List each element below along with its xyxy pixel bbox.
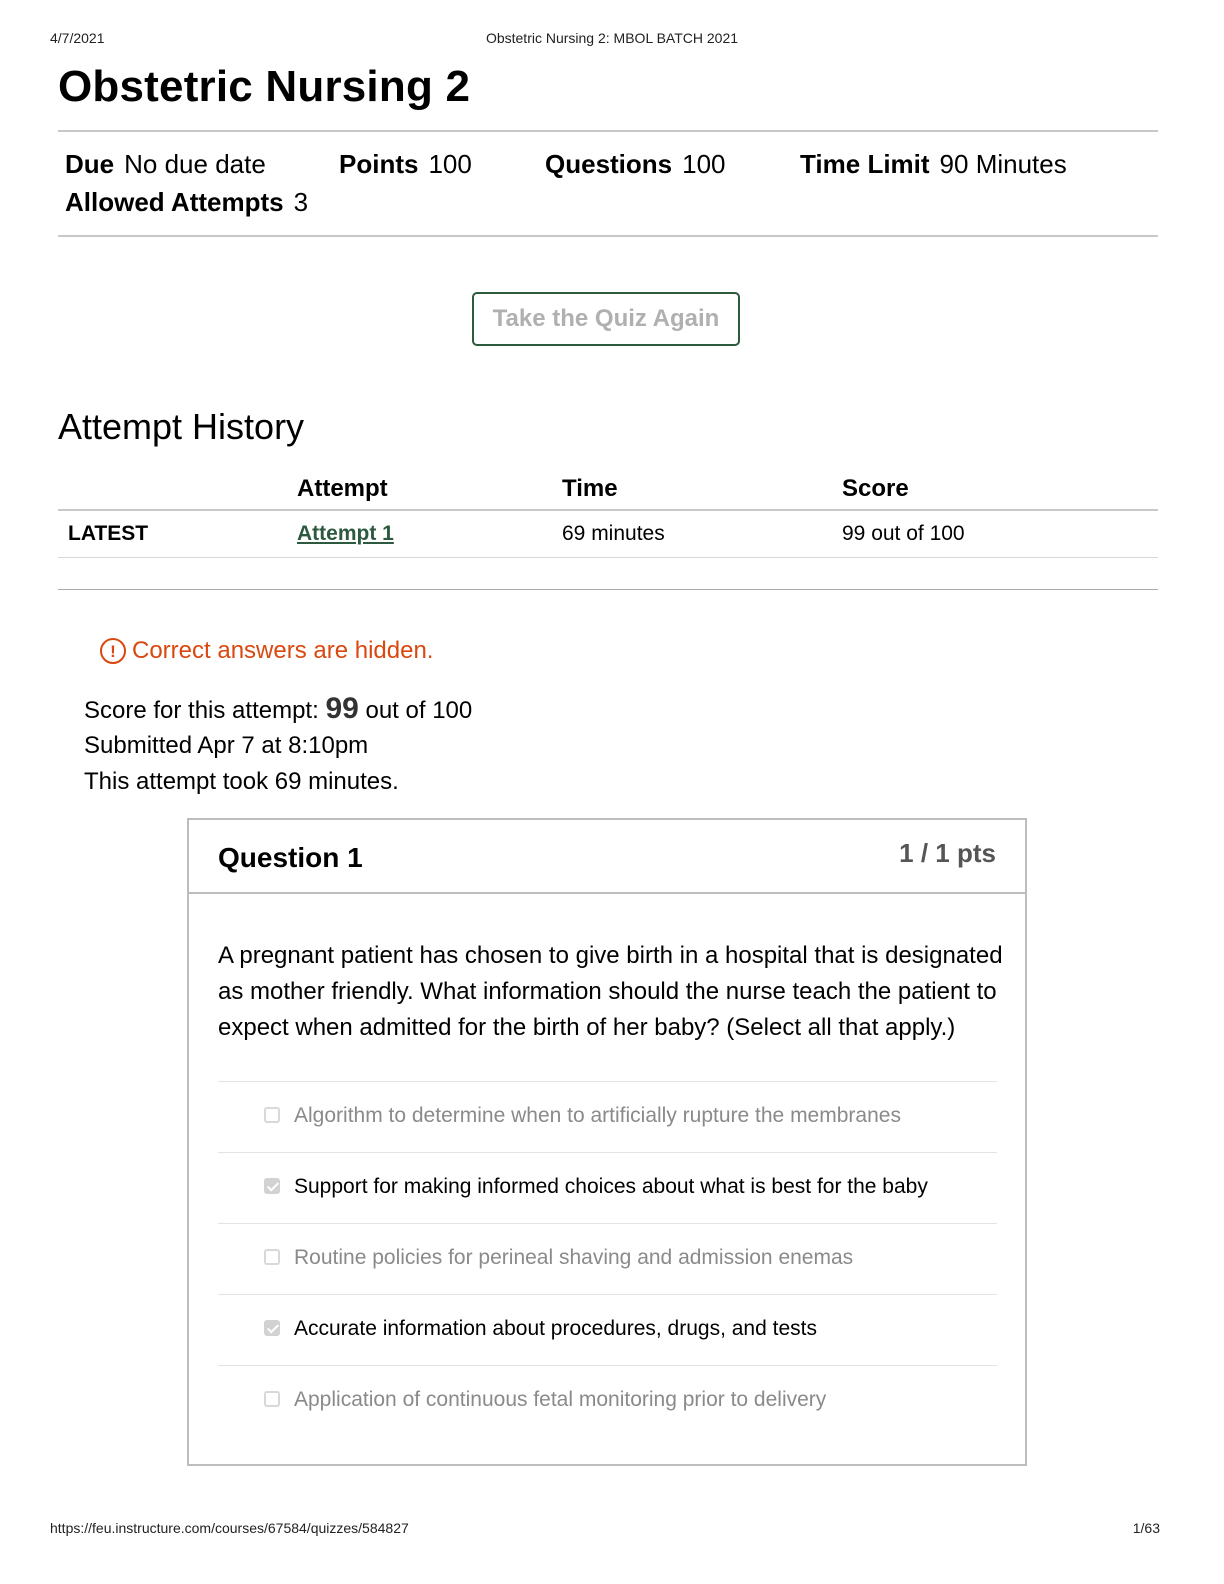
checkbox-checked-icon bbox=[264, 1320, 280, 1336]
meta-points-label: Points bbox=[339, 149, 419, 179]
meta-time-limit bbox=[800, 149, 1067, 180]
divider bbox=[58, 130, 1158, 132]
attempt-score-summary bbox=[84, 692, 472, 726]
answer-option bbox=[218, 1081, 997, 1152]
attempt-history-heading: Attempt History bbox=[58, 406, 305, 447]
question-text: A pregnant patient has chosen to give birth in a hospital that is designated as mother friendly. What information should the nurse teach the patient to expect when admitted for the birth of her baby? (Select all that apply.) bbox=[218, 942, 1003, 1041]
question-header bbox=[189, 820, 1025, 894]
checkbox-unchecked-icon bbox=[264, 1249, 280, 1265]
submitted-time: Submitted Apr 7 at 8:10pm bbox=[84, 732, 369, 759]
checkbox-unchecked-icon bbox=[264, 1391, 280, 1407]
print-document-title: Obstetric Nursing 2: MBOL BATCH 2021 bbox=[485, 30, 739, 46]
answer-label: Support for making informed choices about what is best for the baby bbox=[294, 1175, 928, 1198]
meta-points-value: 100 bbox=[428, 149, 472, 179]
score-suffix: out of 100 bbox=[365, 697, 473, 724]
meta-due bbox=[65, 149, 266, 180]
meta-allowed-attempts-label: Allowed Attempts bbox=[65, 187, 284, 217]
table-header-divider bbox=[58, 509, 1158, 511]
meta-time-limit-value: 90 Minutes bbox=[939, 149, 1067, 179]
question-points: 1 / 1 pts bbox=[899, 838, 996, 868]
checkbox-checked-icon bbox=[264, 1178, 280, 1194]
meta-due-label: Due bbox=[65, 149, 115, 179]
print-date: 4/7/2021 bbox=[50, 30, 105, 46]
answer-label: Application of continuous fetal monitoring prior to delivery bbox=[294, 1388, 827, 1411]
divider bbox=[58, 235, 1158, 237]
exclamation-circle-icon: ! bbox=[100, 638, 126, 664]
meta-questions bbox=[545, 149, 726, 180]
correct-answers-hidden-notice bbox=[100, 637, 433, 665]
meta-points bbox=[339, 149, 472, 180]
notice-text: Correct answers are hidden. bbox=[132, 637, 434, 664]
column-header-score: Score bbox=[842, 475, 909, 502]
column-header-attempt: Attempt bbox=[297, 475, 388, 502]
answer-label: Algorithm to determine when to artificially rupture the membranes bbox=[294, 1104, 901, 1127]
attempt-time: 69 minutes bbox=[562, 522, 665, 545]
meta-allowed-attempts-value: 3 bbox=[293, 187, 309, 217]
answer-label: Accurate information about procedures, drugs, and tests bbox=[294, 1317, 817, 1340]
print-url: https://feu.instructure.com/courses/67584/quizzes/584827 bbox=[50, 1520, 409, 1536]
attempt-duration: This attempt took 69 minutes. bbox=[84, 768, 399, 795]
column-header-time: Time bbox=[562, 475, 618, 502]
score-prefix: Score for this attempt: bbox=[84, 697, 319, 724]
attempt-1-link[interactable]: Attempt 1 bbox=[297, 522, 394, 545]
answer-option bbox=[218, 1223, 997, 1294]
question-title: Question 1 bbox=[218, 842, 363, 873]
answer-label: Routine policies for perineal shaving and admission enemas bbox=[294, 1246, 854, 1269]
print-page-number: 1/63 bbox=[1132, 1520, 1160, 1536]
attempt-score: 99 out of 100 bbox=[842, 522, 965, 545]
answer-option bbox=[218, 1365, 997, 1436]
checkbox-unchecked-icon bbox=[264, 1107, 280, 1123]
meta-questions-value: 100 bbox=[682, 149, 726, 179]
latest-tag: LATEST bbox=[68, 522, 149, 545]
print-header bbox=[50, 30, 1174, 50]
answer-option bbox=[218, 1294, 997, 1365]
answer-option bbox=[218, 1152, 997, 1223]
divider bbox=[58, 589, 1158, 590]
meta-allowed-attempts bbox=[65, 187, 308, 218]
meta-questions-label: Questions bbox=[545, 149, 673, 179]
page-title: Obstetric Nursing 2 bbox=[58, 62, 471, 111]
meta-time-limit-label: Time Limit bbox=[800, 149, 930, 179]
table-row-divider bbox=[58, 557, 1158, 558]
question-card bbox=[187, 818, 1027, 1466]
take-quiz-again-button[interactable]: Take the Quiz Again bbox=[472, 292, 740, 346]
score-value: 99 bbox=[325, 692, 359, 725]
meta-due-value: No due date bbox=[124, 149, 266, 179]
